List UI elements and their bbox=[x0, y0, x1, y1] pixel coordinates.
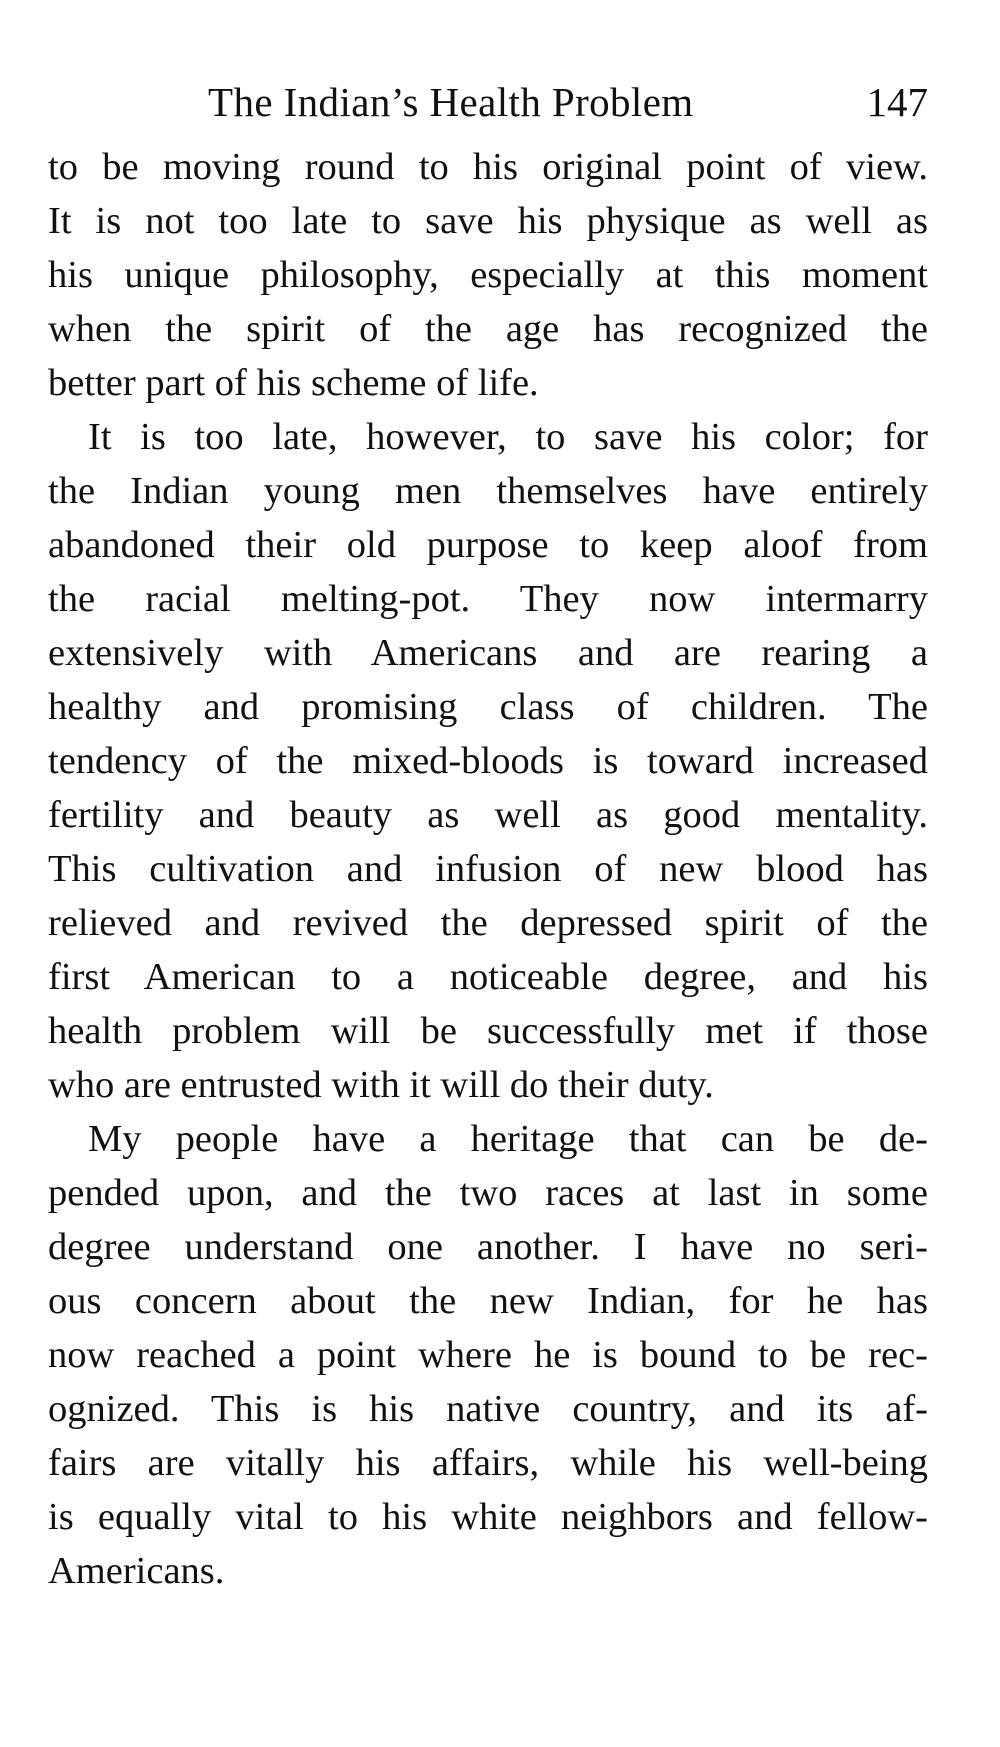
paragraph-2 bbox=[48, 410, 928, 1112]
text-line: is equally vital to his white neighbors and fellow- bbox=[48, 1496, 928, 1538]
text-line: It is too late, however, to save his color; for bbox=[88, 416, 928, 458]
text-line: ous concern about the new Indian, for he has bbox=[48, 1280, 928, 1322]
text-line: degree understand one another. I have no seri- bbox=[48, 1226, 928, 1268]
text-line: to be moving round to his original point of view. bbox=[48, 146, 928, 188]
text-line: when the spirit of the age has recognized the bbox=[48, 308, 928, 350]
text-line: Americans. bbox=[48, 1550, 225, 1592]
text-line: pended upon, and the two races at last in some bbox=[48, 1172, 928, 1214]
text-line: This cultivation and infusion of new blood has bbox=[48, 848, 928, 890]
text-line: tendency of the mixed-bloods is toward increased bbox=[48, 740, 928, 782]
text-line: his unique philosophy, especially at this moment bbox=[48, 254, 928, 296]
text-line: health problem will be successfully met if those bbox=[48, 1010, 928, 1052]
text-line: fertility and beauty as well as good mentality. bbox=[48, 794, 928, 836]
paragraph-3 bbox=[48, 1112, 928, 1598]
running-head bbox=[48, 72, 928, 132]
text-line: extensively with Americans and are rearing a bbox=[48, 632, 928, 674]
text-line: the racial melting-pot. They now intermarry bbox=[48, 578, 928, 620]
text-line: My people have a heritage that can be de- bbox=[88, 1118, 928, 1160]
page-number: 147 bbox=[866, 79, 928, 125]
body-text bbox=[48, 140, 928, 1598]
text-line: first American to a noticeable degree, and his bbox=[48, 956, 928, 998]
text-line: now reached a point where he is bound to be rec- bbox=[48, 1334, 928, 1376]
text-line: It is not too late to save his physique as well as bbox=[48, 200, 928, 242]
text-line: ognized. This is his native country, and its af- bbox=[48, 1388, 928, 1430]
running-title: The Indian’s Health Problem bbox=[208, 79, 694, 125]
paragraph-1 bbox=[48, 140, 928, 410]
text-line: better part of his scheme of life. bbox=[48, 362, 539, 404]
text-line: healthy and promising class of children. The bbox=[48, 686, 928, 728]
text-line: who are entrusted with it will do their duty. bbox=[48, 1064, 714, 1106]
text-line: relieved and revived the depressed spirit of the bbox=[48, 902, 928, 944]
text-line: the Indian young men themselves have entirely bbox=[48, 470, 928, 512]
text-line: abandoned their old purpose to keep aloof from bbox=[48, 524, 928, 566]
text-line: fairs are vitally his affairs, while his well-being bbox=[48, 1442, 928, 1484]
